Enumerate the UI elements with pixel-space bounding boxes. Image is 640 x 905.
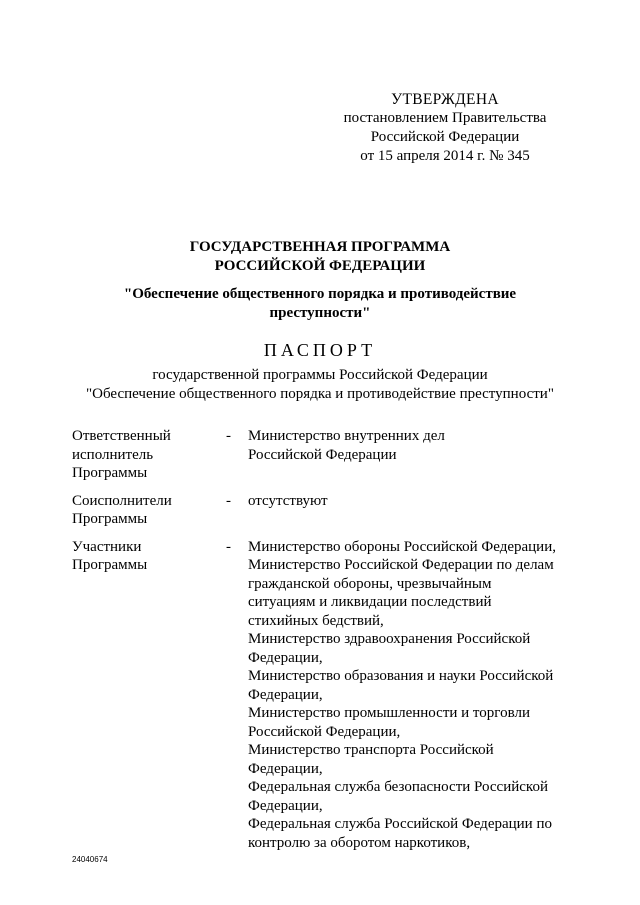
- row-label-line: Программы: [72, 465, 148, 481]
- passport-table: [72, 427, 592, 861]
- row-value-line: контролю за оборотом наркотиков,: [248, 834, 471, 851]
- row-value-line: Федеральная служба Российской Федерации по: [248, 816, 552, 832]
- passport-row: [72, 427, 592, 483]
- row-value-line: Министерство здравоохранения Российской: [248, 631, 531, 647]
- program-subtitle-line-2: преступности": [269, 305, 371, 321]
- row-label-line: Соисполнители: [72, 492, 172, 509]
- row-dash: -: [226, 538, 231, 555]
- row-label-line: Участники: [72, 538, 142, 555]
- row-label-line: Программы: [72, 511, 148, 527]
- row-value-line: Федерации,: [248, 686, 323, 703]
- row-value-line: Министерство транспорта Российской: [248, 742, 494, 758]
- row-value-line: Министерство внутренних дел: [248, 428, 445, 444]
- program-title-line-2: РОССИЙСКОЙ ФЕДЕРАЦИИ: [214, 258, 426, 274]
- program-title: [60, 238, 580, 276]
- row-value: [248, 492, 592, 529]
- passport-row: [72, 538, 592, 853]
- row-label: [72, 427, 222, 483]
- passport-row: [72, 492, 592, 529]
- program-subtitle: [60, 285, 580, 323]
- program-title-line-1: ГОСУДАРСТВЕННАЯ ПРОГРАММА: [189, 239, 451, 255]
- row-value-line: Федеральная служба безопасности Российской: [248, 779, 548, 795]
- program-subtitle-line-1: "Обеспечение общественного порядка и противодействие: [123, 286, 517, 302]
- row-value-line: гражданской обороны, чрезвычайным: [248, 575, 492, 592]
- row-dash: -: [226, 492, 231, 509]
- passport-heading: ПАСПОРТ: [263, 340, 377, 360]
- row-value-line: Российской Федерации,: [248, 723, 401, 740]
- row-value-line: Министерство обороны Российской Федерации,: [248, 538, 556, 555]
- row-value-line: отсутствуют: [248, 492, 328, 509]
- row-label: [72, 492, 222, 529]
- row-label: [72, 538, 222, 853]
- row-value-line: Федерации,: [248, 649, 323, 666]
- approval-line-1: постановлением Правительства: [343, 110, 547, 126]
- document-code: 24040674: [72, 855, 108, 864]
- passport-sub-line-2: "Обеспечение общественного порядка и противодействие преступности": [86, 386, 554, 402]
- row-label-line: Ответственный: [72, 428, 171, 444]
- row-value-line: Федерации,: [248, 797, 323, 814]
- row-value-line: стихийных бедствий,: [248, 612, 384, 629]
- passport-subheading: [40, 366, 600, 404]
- row-value: [248, 538, 592, 853]
- row-value-line: Министерство образования и науки Российской: [248, 668, 554, 684]
- row-label-line: исполнитель: [72, 446, 154, 463]
- row-value-line: ситуациям и ликвидации последствий: [248, 594, 492, 610]
- row-value-line: Министерство Российской Федерации по делам: [248, 557, 554, 573]
- approval-stamp: [330, 90, 560, 166]
- passport-sub-line-1: государственной программы Российской Федерации: [152, 367, 488, 383]
- approval-line-3: от 15 апреля 2014 г. № 345: [360, 148, 530, 164]
- approval-line-2: Российской Федерации: [370, 129, 520, 145]
- row-value-line: Министерство промышленности и торговли: [248, 705, 530, 721]
- row-label-line: Программы: [72, 557, 148, 573]
- approval-title: УТВЕРЖДЕНА: [391, 91, 499, 108]
- row-value-line: Федерации,: [248, 760, 323, 777]
- row-value-line: Российской Федерации: [248, 446, 397, 463]
- row-value: [248, 427, 592, 483]
- row-dash: -: [226, 428, 231, 444]
